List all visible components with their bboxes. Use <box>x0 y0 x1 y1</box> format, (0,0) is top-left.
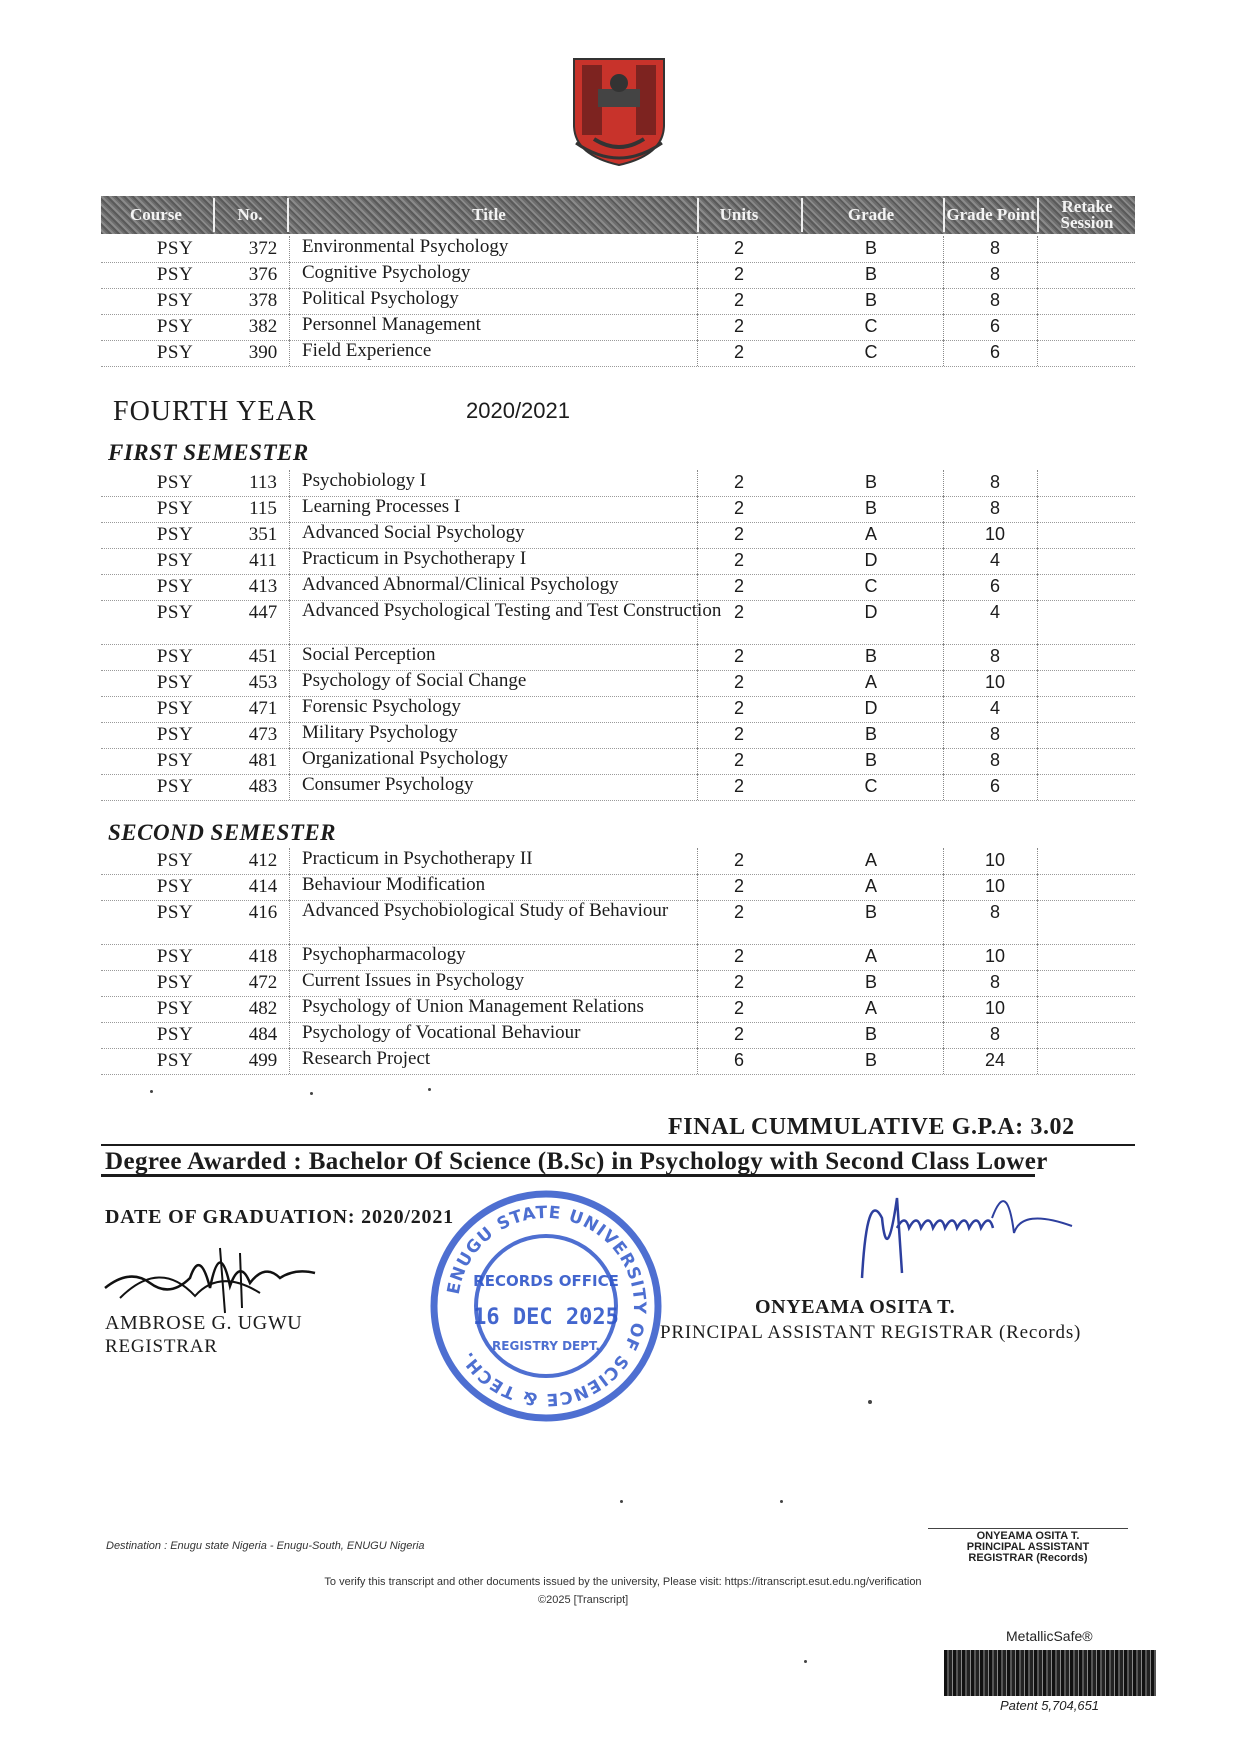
course-title: Practicum in Psychotherapy II <box>302 848 533 869</box>
course-units: 2 <box>733 698 744 718</box>
grade-point: 8 <box>989 750 1000 770</box>
course-number: 453 <box>248 672 278 693</box>
course-title: Advanced Abnormal/Clinical Psychology <box>302 574 619 595</box>
course-title: Cognitive Psychology <box>302 262 471 283</box>
table-row <box>101 696 1135 723</box>
course-code: PSY <box>156 724 194 745</box>
course-code: PSY <box>156 750 194 771</box>
course-units: 2 <box>733 750 744 770</box>
grade-point: 24 <box>984 1050 1006 1070</box>
stamp-office: RECORDS OFFICE <box>473 1272 619 1290</box>
col-units: Units <box>719 205 759 224</box>
year-session: 2020/2021 <box>466 398 570 423</box>
table-row <box>101 774 1135 801</box>
degree-underline <box>101 1174 1035 1177</box>
course-units: 2 <box>733 902 744 922</box>
course-title: Environmental Psychology <box>302 236 509 257</box>
course-code: PSY <box>156 602 194 623</box>
table-row <box>101 288 1135 315</box>
footer-stamp-line: PRINCIPAL ASSISTANT <box>966 1541 1090 1553</box>
course-grade: B <box>864 902 877 922</box>
year-title: FOURTH YEAR <box>113 396 317 427</box>
course-grade: B <box>864 290 877 310</box>
second-semester-title: SECOND SEMESTER <box>108 820 336 845</box>
course-number: 499 <box>248 1050 278 1071</box>
course-title: Psychology of Social Change <box>302 670 527 691</box>
course-units: 2 <box>733 550 744 570</box>
table-row <box>101 548 1135 575</box>
course-grade: A <box>864 850 877 870</box>
course-number: 414 <box>248 876 278 897</box>
table-row <box>101 574 1135 601</box>
course-grade: C <box>864 576 878 596</box>
col-retake-session: Retake Session <box>1060 197 1114 232</box>
course-number: 372 <box>248 238 278 259</box>
footer-stamp-line: ONYEAMA OSITA T. <box>976 1530 1080 1542</box>
course-code: PSY <box>156 902 194 923</box>
course-code: PSY <box>156 850 194 871</box>
course-title: Political Psychology <box>302 288 459 309</box>
col-grade-point: Grade Point <box>946 205 1036 224</box>
course-number: 376 <box>248 264 278 285</box>
course-code: PSY <box>156 472 194 493</box>
course-number: 378 <box>248 290 278 311</box>
course-code: PSY <box>156 576 194 597</box>
course-code: PSY <box>156 524 194 545</box>
grade-point: 6 <box>989 776 1000 796</box>
table-row <box>101 874 1135 901</box>
table-row <box>101 236 1135 263</box>
table-row <box>101 1048 1135 1075</box>
course-title: Psychology of Vocational Behaviour <box>302 1022 581 1043</box>
grade-point: 8 <box>989 646 1000 666</box>
registrar-name: AMBROSE G. UGWU <box>105 1312 303 1334</box>
grade-point: 8 <box>989 902 1000 922</box>
course-grade: B <box>864 472 877 492</box>
university-crest-logo <box>564 55 674 170</box>
course-number: 471 <box>248 698 278 719</box>
course-number: 447 <box>248 602 278 623</box>
course-code: PSY <box>156 550 194 571</box>
course-code: PSY <box>156 1050 194 1071</box>
grade-point: 6 <box>989 576 1000 596</box>
grade-point: 10 <box>984 672 1006 692</box>
course-units: 2 <box>733 472 744 492</box>
table-row <box>101 470 1135 497</box>
course-code: PSY <box>156 498 194 519</box>
grade-point: 8 <box>989 1024 1000 1044</box>
col-grade: Grade <box>847 205 895 224</box>
course-grade: A <box>864 672 877 692</box>
course-code: PSY <box>156 342 194 363</box>
course-code: PSY <box>156 876 194 897</box>
table-row <box>101 644 1135 671</box>
course-number: 418 <box>248 946 278 967</box>
course-units: 2 <box>733 238 744 258</box>
course-title: Military Psychology <box>302 722 458 743</box>
course-grade: D <box>864 698 878 718</box>
course-code: PSY <box>156 646 194 667</box>
course-code: PSY <box>156 672 194 693</box>
degree-awarded: Degree Awarded : Bachelor Of Science (B.Sc) in Psychology with Second Class Lower <box>105 1148 1048 1175</box>
course-number: 413 <box>248 576 278 597</box>
grade-point: 8 <box>989 498 1000 518</box>
course-number: 416 <box>248 902 278 923</box>
table-header <box>101 196 1135 234</box>
table-row <box>101 722 1135 749</box>
course-number: 351 <box>248 524 278 545</box>
grade-point: 10 <box>984 524 1006 544</box>
course-grade: C <box>864 316 878 336</box>
course-title: Consumer Psychology <box>302 774 474 795</box>
course-grade: B <box>864 238 877 258</box>
col-course: Course <box>130 205 182 224</box>
course-title: Research Project <box>302 1048 431 1069</box>
course-title: Psychopharmacology <box>302 944 466 965</box>
course-units: 2 <box>733 1024 744 1044</box>
final-gpa: FINAL CUMMULATIVE G.P.A: 3.02 <box>668 1114 1075 1140</box>
course-title: Personnel Management <box>302 314 481 335</box>
course-grade: B <box>864 498 877 518</box>
course-title: Social Perception <box>302 644 436 665</box>
course-number: 484 <box>248 1024 278 1045</box>
grade-point: 8 <box>989 238 1000 258</box>
course-units: 2 <box>733 498 744 518</box>
course-units: 2 <box>733 776 744 796</box>
table-row <box>101 848 1135 875</box>
course-grade: B <box>864 1024 877 1044</box>
destination: Destination : Enugu state Nigeria - Enugu-South, ENUGU Nigeria <box>106 1540 425 1552</box>
course-code: PSY <box>156 290 194 311</box>
course-units: 2 <box>733 316 744 336</box>
grade-point: 10 <box>984 850 1006 870</box>
grade-point: 10 <box>984 876 1006 896</box>
table-row <box>101 600 1135 645</box>
course-number: 451 <box>248 646 278 667</box>
course-grade: A <box>864 876 877 896</box>
course-number: 390 <box>248 342 278 363</box>
course-title: Practicum in Psychotherapy I <box>302 548 527 569</box>
course-number: 483 <box>248 776 278 797</box>
course-units: 2 <box>733 576 744 596</box>
grade-point: 10 <box>984 946 1006 966</box>
course-grade: B <box>864 1050 877 1070</box>
grade-point: 8 <box>989 264 1000 284</box>
course-units: 2 <box>733 972 744 992</box>
course-code: PSY <box>156 998 194 1019</box>
first-semester-title: FIRST SEMESTER <box>108 440 309 465</box>
course-units: 2 <box>733 342 744 362</box>
course-grade: A <box>864 946 877 966</box>
course-code: PSY <box>156 1024 194 1045</box>
course-title: Advanced Social Psychology <box>302 522 525 543</box>
table-row <box>101 996 1135 1023</box>
patent-number: Patent 5,704,651 <box>1000 1698 1100 1713</box>
course-code: PSY <box>156 316 194 337</box>
course-title: Organizational Psychology <box>302 748 508 769</box>
table-row <box>101 262 1135 289</box>
course-number: 481 <box>248 750 278 771</box>
graduation-date: DATE OF GRADUATION: 2020/2021 <box>105 1206 454 1228</box>
course-number: 115 <box>249 498 277 519</box>
course-title: Psychology of Union Management Relations <box>302 996 644 1017</box>
grade-point: 4 <box>989 602 1000 622</box>
course-units: 2 <box>733 850 744 870</box>
table-row <box>101 748 1135 775</box>
footer-stamp <box>928 1528 1128 1564</box>
col-no: No. <box>237 205 263 224</box>
stamp-ring-text: ENUGU STATE UNIVERSITY OF SCIENCE & TECH. <box>443 1202 650 1410</box>
course-number: 113 <box>249 472 277 493</box>
course-code: PSY <box>156 946 194 967</box>
divider <box>101 1144 1135 1146</box>
course-units: 2 <box>733 672 744 692</box>
course-grade: C <box>864 776 878 796</box>
table-row <box>101 970 1135 997</box>
course-units: 2 <box>733 524 744 544</box>
course-code: PSY <box>156 972 194 993</box>
course-code: PSY <box>156 238 194 259</box>
verification-note: To verify this transcript and other documents issued by the university, Please visit: https://itranscript.esut.edu.ng/verification <box>324 1576 922 1588</box>
table-row <box>101 670 1135 697</box>
course-grade: A <box>864 524 877 544</box>
table-row <box>101 1022 1135 1049</box>
grade-point: 4 <box>989 550 1000 570</box>
course-grade: B <box>864 264 877 284</box>
course-number: 411 <box>249 550 277 571</box>
grade-point: 8 <box>989 972 1000 992</box>
registrar-signature <box>100 1228 320 1323</box>
col-title: Title <box>472 205 506 224</box>
course-units: 2 <box>733 290 744 310</box>
metallic-safe-label: MetallicSafe® <box>1006 1628 1093 1644</box>
table-row <box>101 900 1135 945</box>
course-grade: D <box>864 602 878 622</box>
course-code: PSY <box>156 698 194 719</box>
table-row <box>101 522 1135 549</box>
course-units: 2 <box>733 264 744 284</box>
course-title: Field Experience <box>302 340 432 361</box>
course-units: 2 <box>733 724 744 744</box>
stamp-date: 16 DEC 2025 <box>473 1305 619 1330</box>
table-row <box>101 314 1135 341</box>
course-number: 473 <box>248 724 278 745</box>
course-grade: B <box>864 646 877 666</box>
course-units: 2 <box>733 602 744 622</box>
stamp-dept: REGISTRY DEPT. <box>492 1339 600 1353</box>
course-title: Psychobiology I <box>302 470 427 491</box>
course-grade: C <box>864 342 878 362</box>
security-strip <box>944 1650 1156 1696</box>
grade-point: 8 <box>989 472 1000 492</box>
course-code: PSY <box>156 776 194 797</box>
assistant-registrar-signature <box>842 1178 1082 1293</box>
copyright: ©2025 [Transcript] <box>538 1594 629 1606</box>
grade-point: 8 <box>989 724 1000 744</box>
course-title: Behaviour Modification <box>302 874 486 895</box>
course-title: Forensic Psychology <box>302 696 461 717</box>
course-number: 382 <box>248 316 278 337</box>
assistant-registrar-name: ONYEAMA OSITA T. <box>755 1296 956 1318</box>
course-title: Current Issues in Psychology <box>302 970 525 991</box>
course-grade: A <box>864 998 877 1018</box>
course-title: Learning Processes I <box>302 496 461 517</box>
course-grade: B <box>864 972 877 992</box>
course-title: Advanced Psychological Testing and Test Construction <box>302 600 722 621</box>
registrar-title: REGISTRAR <box>105 1336 218 1357</box>
course-code: PSY <box>156 264 194 285</box>
course-grade: B <box>864 750 877 770</box>
grade-point: 8 <box>989 290 1000 310</box>
course-units: 6 <box>733 1050 744 1070</box>
course-number: 472 <box>248 972 278 993</box>
course-units: 2 <box>733 876 744 896</box>
course-number: 482 <box>248 998 278 1019</box>
grade-point: 6 <box>989 342 1000 362</box>
assistant-registrar-title: PRINCIPAL ASSISTANT REGISTRAR (Records) <box>660 1322 1082 1343</box>
table-row <box>101 340 1135 367</box>
grade-point: 10 <box>984 998 1006 1018</box>
grade-point: 6 <box>989 316 1000 336</box>
footer-stamp-line: REGISTRAR (Records) <box>968 1552 1088 1564</box>
course-units: 2 <box>733 646 744 666</box>
course-grade: B <box>864 724 877 744</box>
course-units: 2 <box>733 998 744 1018</box>
course-title: Advanced Psychobiological Study of Behaviour <box>302 900 669 921</box>
course-grade: D <box>864 550 878 570</box>
grade-point: 4 <box>989 698 1000 718</box>
records-office-stamp <box>430 1190 662 1422</box>
table-row <box>101 496 1135 523</box>
course-number: 412 <box>248 850 278 871</box>
course-units: 2 <box>733 946 744 966</box>
table-row <box>101 944 1135 971</box>
